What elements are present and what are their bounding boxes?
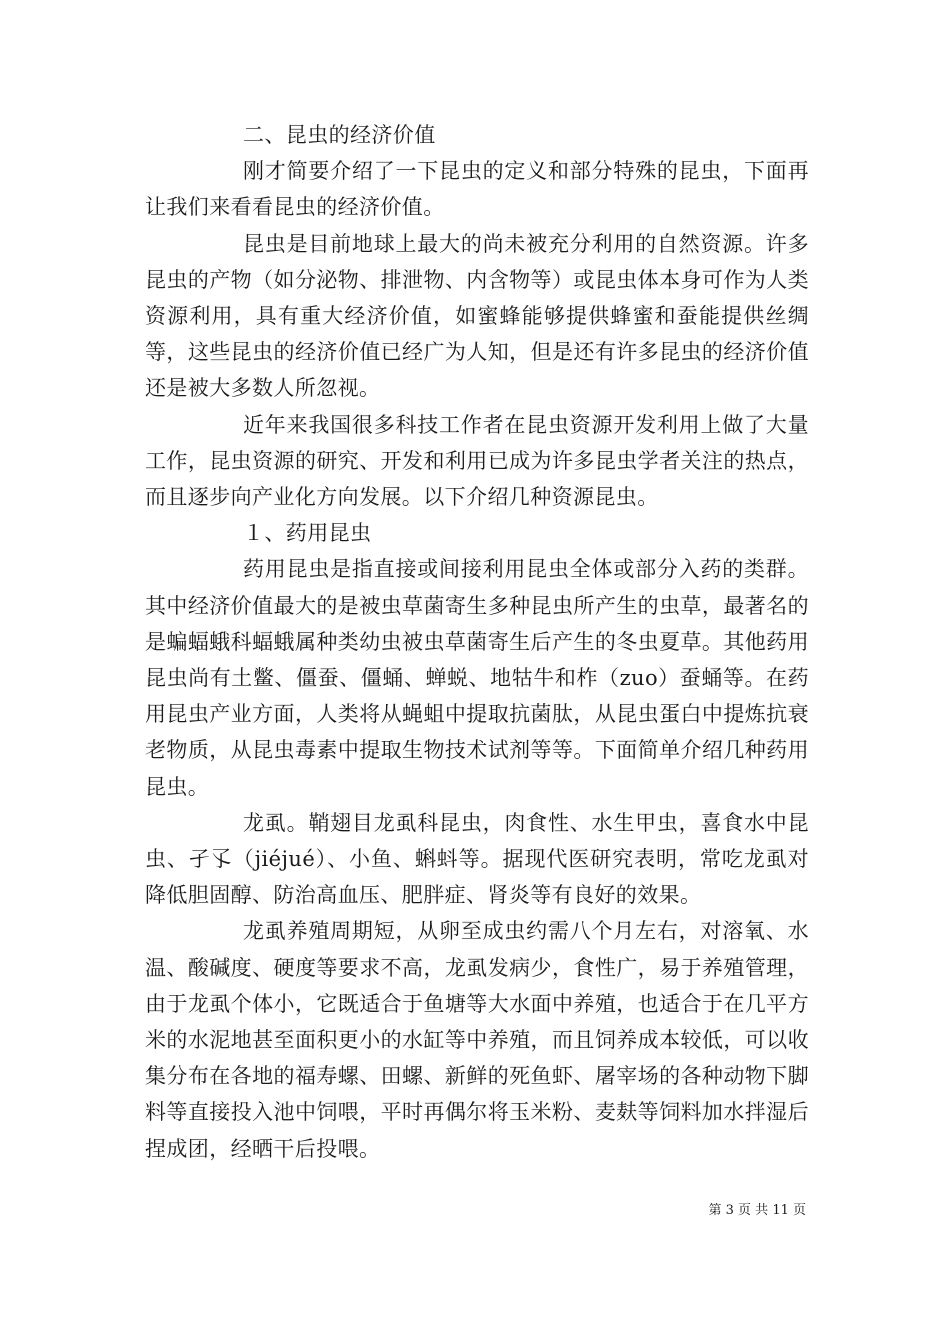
subsection-title: １、药用昆虫 bbox=[243, 521, 372, 546]
section-title: 二、昆虫的经济价值 bbox=[243, 123, 436, 147]
body-paragraph: 昆虫是目前地球上最大的尚未被充分利用的自然资源。许多昆虫的产物（如分泌物、排泄物、内含物等）或昆虫体本身可作为人类资源利用，具有重大经济价值，如蜜蜂能够提供蜂蜜和蚕能提供丝绸等，这些昆虫的经济价值已经广为人知，但是还有许多昆虫的经济价值还是被大多数人所忽视。 bbox=[145, 231, 809, 401]
body-paragraph: 刚才简要介绍了一下昆虫的定义和部分特殊的昆虫，下面再让我们来看看昆虫的经济价值。 bbox=[145, 159, 809, 220]
body-paragraph: 近年来我国很多科技工作者在昆虫资源开发利用上做了大量工作，昆虫资源的研究、开发和利用已成为许多昆虫学者关注的热点，而且逐步向产业化方向发展。以下介绍几种资源昆虫。 bbox=[145, 412, 809, 510]
body-paragraph: 龙虱养殖周期短，从卵至成虫约需八个月左右，对溶氧、水温、酸碱度、硬度等要求不高，龙虱发病少，食性广，易于养殖管理，由于龙虱个体小，它既适合于鱼塘等大水面中养殖，也适合于在几平方米的水泥地甚至面积更小的水缸等中养殖，而且饲养成本较低，可以收集分布在各地的福寿螺、田螺、新鲜的死鱼虾、屠宰场的各种动物下脚料等直接投入池中饲喂，平时再偶尔将玉米粉、麦麸等饲料加水拌湿后捏成团，经晒干后投喂。 bbox=[145, 919, 809, 1161]
page-body bbox=[145, 117, 809, 1167]
body-paragraph: 药用昆虫是指直接或间接利用昆虫全体或部分入药的类群。其中经济价值最大的是被虫草菌寄生多种昆虫所产生的虫草，最著名的是蝙蝠蛾科蝠蛾属种类幼虫被虫草菌寄生后产生的冬虫夏草。其他药用昆虫尚有土鳖、僵蚕、僵蛹、蝉蜕、地牯牛和柞（zuo）蚕蛹等。在药用昆虫产业方面，人类将从蝇蛆中提取抗菌肽，从昆虫蛋白中提炼抗衰老物质，从昆虫毒素中提取生物技术试剂等等。下面简单介绍几种药用昆虫。 bbox=[145, 557, 809, 799]
page-number-footer: 第 3 页 共 11 页 bbox=[708, 1203, 806, 1218]
body-paragraph: 龙虱。鞘翅目龙虱科昆虫，肉食性、水生甲虫，喜食水中昆虫、孑孓（jiéjué）、小鱼、蝌蚪等。据现代医研究表明，常吃龙虱对降低胆固醇、防治高血压、肥胖症、肾炎等有良好的效果。 bbox=[145, 810, 809, 908]
